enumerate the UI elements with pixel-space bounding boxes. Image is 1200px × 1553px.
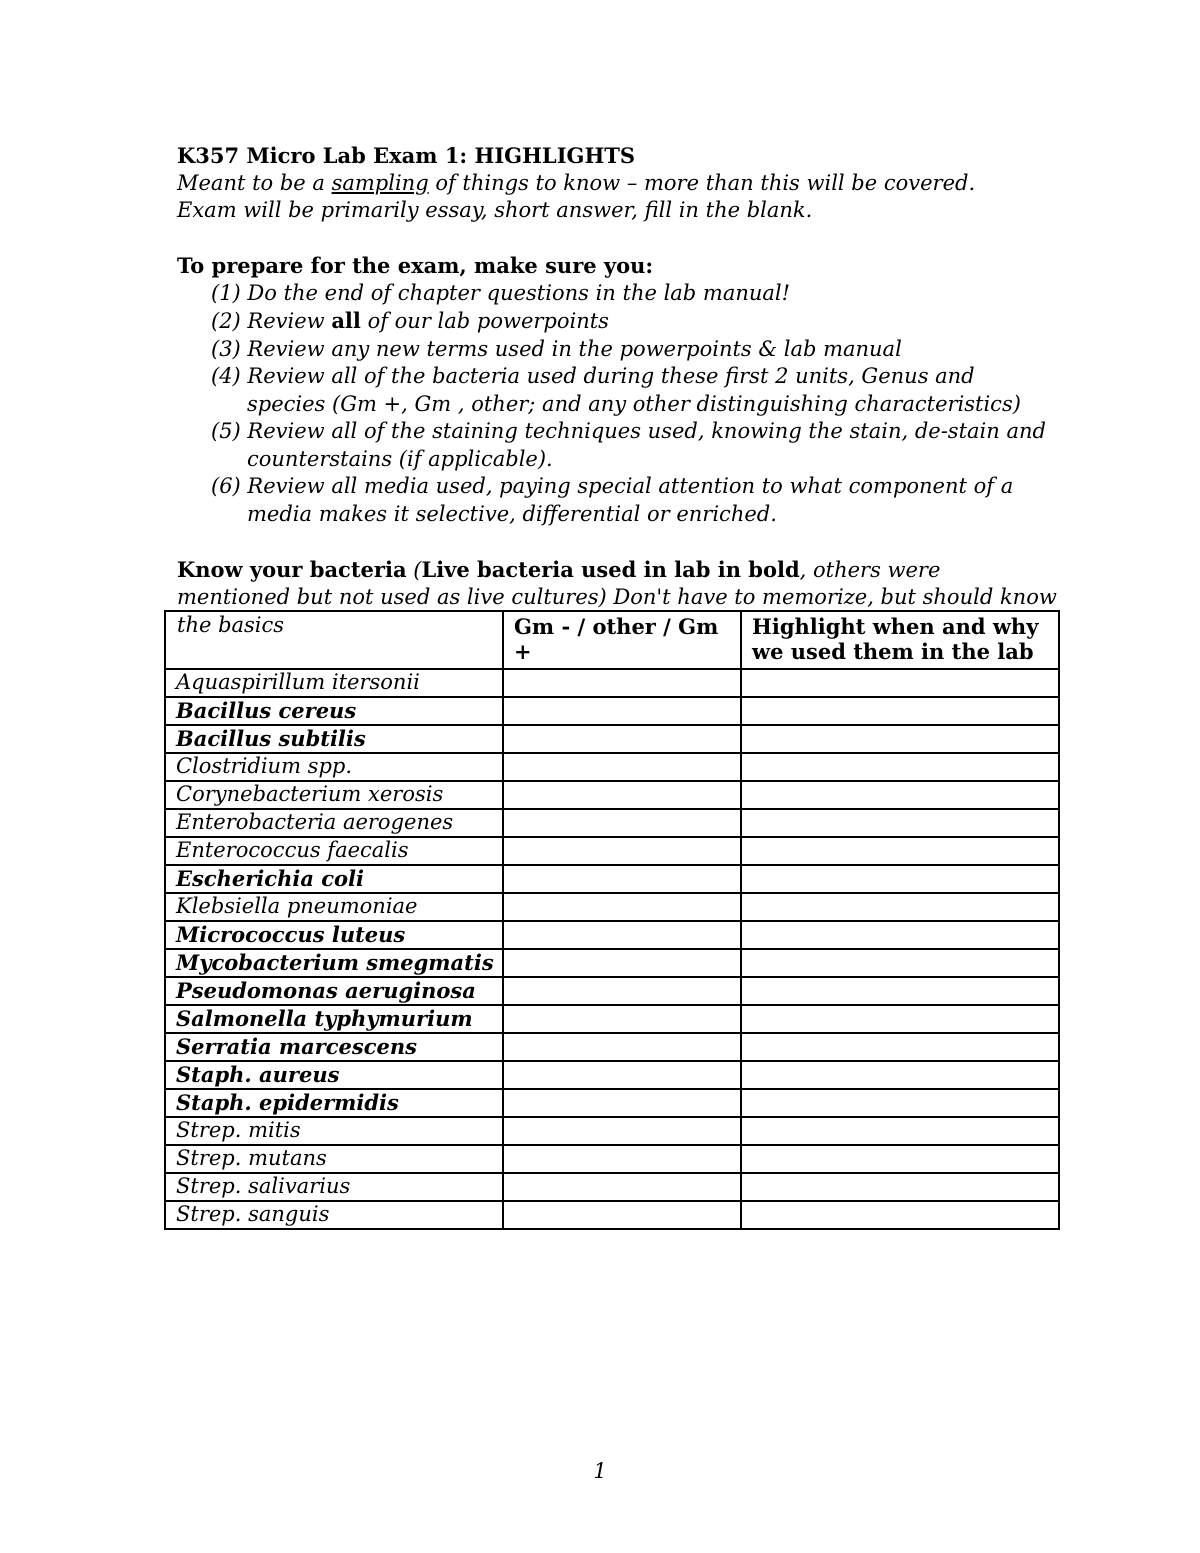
bacteria-heading-bold: Know your bacteria bbox=[177, 556, 407, 582]
gram-cell[interactable] bbox=[503, 1173, 741, 1201]
bacteria-name-cell: Bacillus cereus bbox=[165, 697, 503, 725]
table-row bbox=[165, 977, 1059, 1005]
bacteria-name-cell: Serratia marcescens bbox=[165, 1033, 503, 1061]
bacteria-name-cell: Bacillus subtilis bbox=[165, 725, 503, 753]
bacteria-name-cell: Clostridium spp. bbox=[165, 753, 503, 781]
prepare-item-5: (5) Review all of the staining techniques used, knowing the stain, de-stain and counterstains (if applicable). bbox=[211, 419, 1046, 471]
table-row bbox=[165, 725, 1059, 753]
gram-cell[interactable] bbox=[503, 837, 741, 865]
table-row bbox=[165, 949, 1059, 977]
bacteria-name-cell: Corynebacterium xerosis bbox=[165, 781, 503, 809]
bacteria-name-cell: Enterococcus faecalis bbox=[165, 837, 503, 865]
prepare-item-6: (6) Review all media used, paying special attention to what component of a media makes it selective, differential or enriched. bbox=[211, 474, 1014, 526]
bacteria-name-cell: Strep. sanguis bbox=[165, 1201, 503, 1229]
table-body bbox=[165, 669, 1059, 1229]
highlight-cell[interactable] bbox=[741, 725, 1059, 753]
prepare-heading: To prepare for the exam, make sure you: bbox=[177, 253, 654, 278]
gram-cell[interactable] bbox=[503, 921, 741, 949]
bacteria-name-cell: Escherichia coli bbox=[165, 865, 503, 893]
prepare-list bbox=[177, 280, 1057, 529]
header-cell-name bbox=[165, 611, 503, 669]
table-row bbox=[165, 893, 1059, 921]
table-row bbox=[165, 753, 1059, 781]
gram-cell[interactable] bbox=[503, 697, 741, 725]
gram-cell[interactable] bbox=[503, 809, 741, 837]
table-row bbox=[165, 1061, 1059, 1089]
highlight-cell[interactable] bbox=[741, 697, 1059, 725]
gram-cell[interactable] bbox=[503, 669, 741, 697]
highlight-cell[interactable] bbox=[741, 1145, 1059, 1173]
gram-cell[interactable] bbox=[503, 753, 741, 781]
bacteria-name-cell: Staph. aureus bbox=[165, 1061, 503, 1089]
gram-cell[interactable] bbox=[503, 1201, 741, 1229]
highlight-cell[interactable] bbox=[741, 781, 1059, 809]
table-row bbox=[165, 1005, 1059, 1033]
prepare-item-2-pre: (2) Review bbox=[211, 309, 332, 333]
bacteria-name-cell: Strep. mutans bbox=[165, 1145, 503, 1173]
table-row bbox=[165, 1089, 1059, 1117]
highlight-cell[interactable] bbox=[741, 837, 1059, 865]
highlight-cell[interactable] bbox=[741, 1061, 1059, 1089]
highlight-cell[interactable] bbox=[741, 669, 1059, 697]
bacteria-name-cell: Strep. mitis bbox=[165, 1117, 503, 1145]
highlight-cell[interactable] bbox=[741, 753, 1059, 781]
table-row bbox=[165, 809, 1059, 837]
bacteria-name-cell: Micrococcus luteus bbox=[165, 921, 503, 949]
gram-cell[interactable] bbox=[503, 949, 741, 977]
prepare-item-2 bbox=[177, 307, 1057, 336]
highlight-cell[interactable] bbox=[741, 1173, 1059, 1201]
gram-cell[interactable] bbox=[503, 1005, 741, 1033]
highlight-cell[interactable] bbox=[741, 809, 1059, 837]
gram-cell[interactable] bbox=[503, 725, 741, 753]
table-row bbox=[165, 837, 1059, 865]
gram-cell[interactable] bbox=[503, 977, 741, 1005]
highlight-cell[interactable] bbox=[741, 865, 1059, 893]
header-cell-gram: Gm - / other / Gm + bbox=[503, 611, 741, 669]
highlight-cell[interactable] bbox=[741, 949, 1059, 977]
bacteria-name-cell: Pseudomonas aeruginosa bbox=[165, 977, 503, 1005]
bacteria-name-cell: Aquaspirillum itersonii bbox=[165, 669, 503, 697]
prepare-item-2-post: of our lab powerpoints bbox=[360, 309, 609, 333]
highlight-cell[interactable] bbox=[741, 1005, 1059, 1033]
intro-line-1 bbox=[177, 170, 1057, 198]
table-row bbox=[165, 1201, 1059, 1229]
bacteria-name-cell: Enterobacteria aerogenes bbox=[165, 809, 503, 837]
table-row bbox=[165, 781, 1059, 809]
prepare-item-2-bold: all bbox=[331, 308, 361, 333]
intro-line-2: Exam will be primarily essay, short answer, fill in the blank. bbox=[177, 198, 813, 222]
highlight-cell[interactable] bbox=[741, 1117, 1059, 1145]
bacteria-name-cell: Mycobacterium smegmatis bbox=[165, 949, 503, 977]
table-row bbox=[165, 1117, 1059, 1145]
intro-text: Meant to be a bbox=[177, 170, 332, 195]
highlight-cell[interactable] bbox=[741, 921, 1059, 949]
prepare-item-1: (1) Do the end of chapter questions in the lab manual! bbox=[211, 280, 791, 305]
gram-cell[interactable] bbox=[503, 1089, 741, 1117]
gram-cell[interactable] bbox=[503, 893, 741, 921]
table-header-row bbox=[165, 611, 1059, 669]
highlight-cell[interactable] bbox=[741, 1033, 1059, 1061]
highlight-cell[interactable] bbox=[741, 893, 1059, 921]
page-title: K357 Micro Lab Exam 1: HIGHLIGHTS bbox=[177, 143, 636, 168]
prepare-item-4: (4) Review all of the bacteria used during these first 2 units, Genus and species (Gm +, Gm , other; and any other distinguishing characteristics) bbox=[211, 364, 1021, 416]
table-row bbox=[165, 697, 1059, 725]
bacteria-heading-paren: ( bbox=[406, 557, 422, 582]
intro-text-rest: of things to know – more than this will be covered. bbox=[428, 170, 976, 195]
gram-cell[interactable] bbox=[503, 781, 741, 809]
bacteria-name-cell: Klebsiella pneumoniae bbox=[165, 893, 503, 921]
gram-cell[interactable] bbox=[503, 1033, 741, 1061]
bacteria-table-wrapper bbox=[164, 610, 1060, 1230]
prepare-item-3: (3) Review any new terms used in the powerpoints & lab manual bbox=[211, 336, 902, 361]
page-number: 1 bbox=[593, 1459, 607, 1483]
highlight-cell[interactable] bbox=[741, 977, 1059, 1005]
gram-cell[interactable] bbox=[503, 1061, 741, 1089]
bacteria-name-cell: Strep. salivarius bbox=[165, 1173, 503, 1201]
bacteria-table bbox=[164, 610, 1060, 1230]
header-cell-highlight: Highlight when and why we used them in the lab bbox=[741, 611, 1059, 669]
bacteria-heading-live: Live bacteria used in lab in bold bbox=[421, 556, 800, 582]
content-body bbox=[177, 142, 1057, 639]
bacteria-name-cell: Staph. epidermidis bbox=[165, 1089, 503, 1117]
gram-cell[interactable] bbox=[503, 1117, 741, 1145]
gram-cell[interactable] bbox=[503, 1145, 741, 1173]
table-row bbox=[165, 669, 1059, 697]
gram-cell[interactable] bbox=[503, 865, 741, 893]
table-row bbox=[165, 865, 1059, 893]
table-row bbox=[165, 1033, 1059, 1061]
highlight-cell[interactable] bbox=[741, 1089, 1059, 1117]
highlight-cell[interactable] bbox=[741, 1201, 1059, 1229]
bacteria-name-cell: Salmonella typhymurium bbox=[165, 1005, 503, 1033]
bacteria-heading-rest: , others were mentioned but not used as live cultures) Don't have to memorize, but should know the basics bbox=[177, 557, 1057, 637]
table-row bbox=[165, 1145, 1059, 1173]
table-row bbox=[165, 921, 1059, 949]
intro-underlined: sampling bbox=[331, 170, 429, 195]
table-row bbox=[165, 1173, 1059, 1201]
